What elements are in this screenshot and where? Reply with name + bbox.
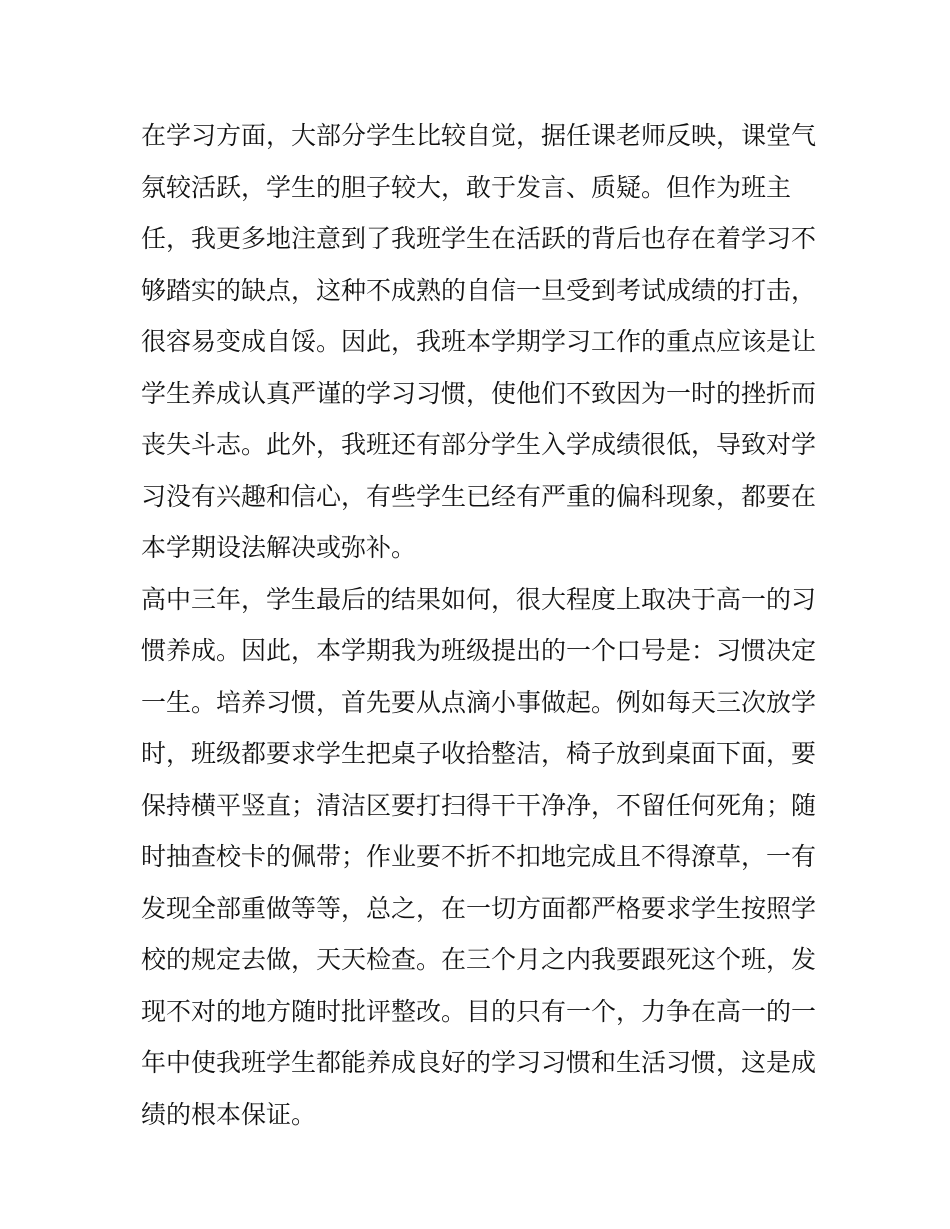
text-line: 发现全部重做等等，总之，在一切方面都严格要求学生按照学 — [141, 893, 817, 923]
text-line: 时抽查校卡的佩带；作业要不折不扣地完成且不得潦草，一有 — [141, 842, 817, 871]
text-line: 现不对的地方随时批评整改。目的只有一个，力争在高一的一 — [141, 996, 817, 1026]
document-body — [141, 110, 821, 1140]
text-line: 惯养成。因此，本学期我为班级提出的一个口号是：习惯决定 — [141, 636, 817, 665]
text-line: 保持横平竖直；清洁区要打扫得干干净净，不留任何死角；随 — [141, 790, 817, 820]
text-line: 很容易变成自馁。因此，我班本学期学习工作的重点应该是让 — [141, 327, 817, 356]
text-line: 氛较活跃，学生的胆子较大，敢于发言、质疑。但作为班主 — [141, 172, 792, 202]
text-line: 够踏实的缺点，这种不成熟的自信一旦受到考试成绩的打击， — [141, 275, 817, 305]
text-line: 学生养成认真严谨的学习习惯，使他们不致因为一时的挫折而 — [141, 378, 817, 408]
text-line: 校的规定去做，天天检查。在三个月之内我要跟死这个班，发 — [141, 945, 817, 974]
text-line: 丧失斗志。此外，我班还有部分学生入学成绩很低，导致对学 — [141, 430, 817, 459]
text-line: 任，我更多地注意到了我班学生在活跃的背后也存在着学习不 — [141, 224, 817, 253]
text-line: 一生。培养习惯，首先要从点滴小事做起。例如每天三次放学 — [141, 687, 817, 717]
text-line: 年中使我班学生都能养成良好的学习习惯和生活习惯，这是成 — [141, 1048, 817, 1077]
text-line: 绩的根本保证。 — [141, 1099, 317, 1129]
text-line: 时，班级都要求学生把桌子收拾整洁，椅子放到桌面下面，要 — [141, 739, 817, 768]
text-line: 本学期设法解决或弥补。 — [141, 533, 417, 562]
text-line: 在学习方面，大部分学生比较自觉，据任课老师反映，课堂气 — [141, 121, 817, 150]
text-line: 高中三年，学生最后的结果如何，很大程度上取决于高一的习 — [141, 584, 817, 614]
text-line: 习没有兴趣和信心，有些学生已经有严重的偏科现象，都要在 — [141, 481, 817, 511]
